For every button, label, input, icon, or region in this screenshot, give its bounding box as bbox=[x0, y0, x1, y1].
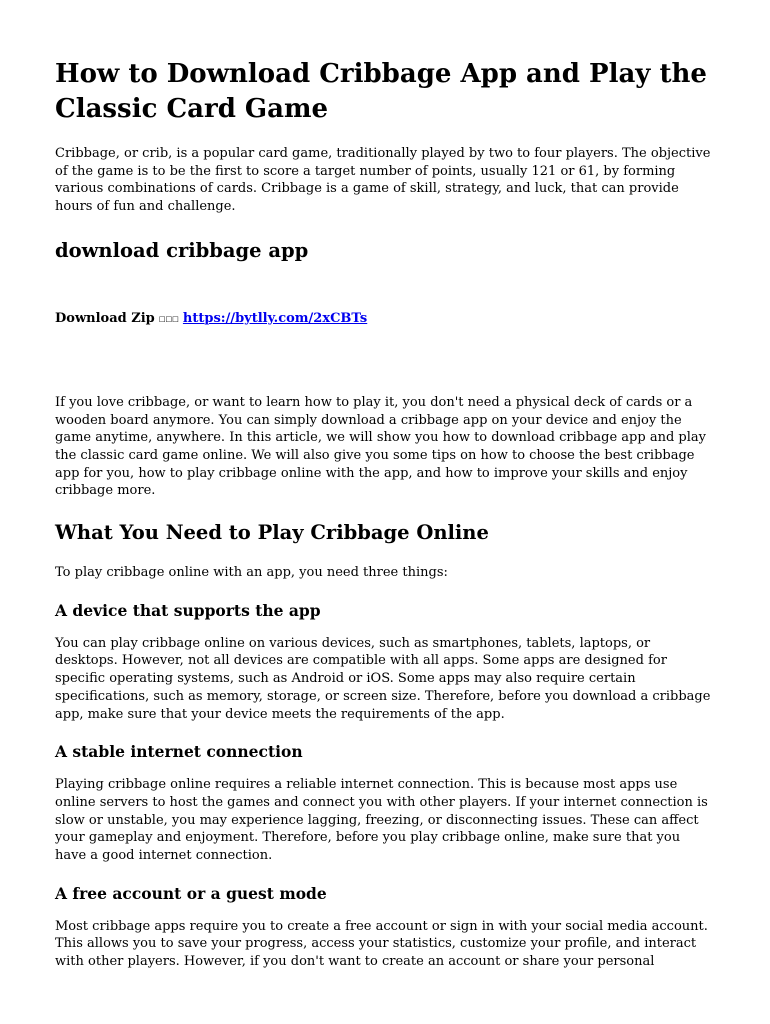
download-link[interactable]: https://bytlly.com/2xCBTs bbox=[182, 310, 368, 326]
section-heading-internet: A stable internet connection bbox=[55, 742, 303, 762]
section-body-account: Most cribbage apps require you to create a free account or sign in with your social media account. This allows you to save your progress, access your statistics, customize your profile, and interact with other players. However, if you don't want to create an account or share your personal bbox=[55, 918, 708, 970]
section-body-internet: Playing cribbage online requires a reliable internet connection. This is because most apps use online servers to host the games and connect you with other players. If your internet connection is slow or unstable, you may experience lagging, freezing, or disconnecting issues. These can affect your gameplay and enjoyment. Therefore, before you play cribbage online, make sure that you have a good internet connection. bbox=[55, 777, 708, 864]
what-you-need-heading: What You Need to Play Cribbage Online bbox=[55, 521, 489, 545]
download-line bbox=[55, 310, 714, 327]
download-heading: download cribbage app bbox=[55, 238, 309, 262]
intro-paragraph: Cribbage, or crib, is a popular card game, traditionally played by two to four players. The objective of the game is to be the first to score a target number of points, usually 121 or 61, by forming various combinations of cards. Cribbage is a game of skill, strategy, and luck, that can provide hours of fun and challenge. bbox=[55, 146, 711, 215]
download-arrows-icon: ☐☐☐ bbox=[158, 311, 179, 325]
section-heading-account: A free account or a guest mode bbox=[55, 883, 327, 903]
section-heading-device: A device that supports the app bbox=[55, 600, 321, 620]
love-paragraph: If you love cribbage, or want to learn how to play it, you don't need a physical deck of cards or a wooden board anymore. You can simply download a cribbage app on your device and enjoy the game anytime, anywhere. In this article, we will show you how to download cribbage app and play the classic card game online. We will also give you some tips on how to choose the best cribbage app for you, how to play cribbage online with the app, and how to improve your skills and enjoy cribbage more. bbox=[55, 394, 706, 499]
section-body-device: You can play cribbage online on various devices, such as smartphones, tablets, laptops, or desktops. However, not all devices are compatible with all apps. Some apps are designed for specific operating systems, such as Android or iOS. Some apps may also require certain specifications, such as memory, storage, or screen size. Therefore, before you download a cribbage app, make sure that your device meets the requirements of the app. bbox=[55, 635, 711, 722]
need-paragraph: To play cribbage online with an app, you need three things: bbox=[55, 565, 448, 581]
download-label: Download Zip bbox=[55, 310, 155, 326]
page-title: How to Download Cribbage App and Play the Classic Card Game bbox=[55, 59, 707, 124]
